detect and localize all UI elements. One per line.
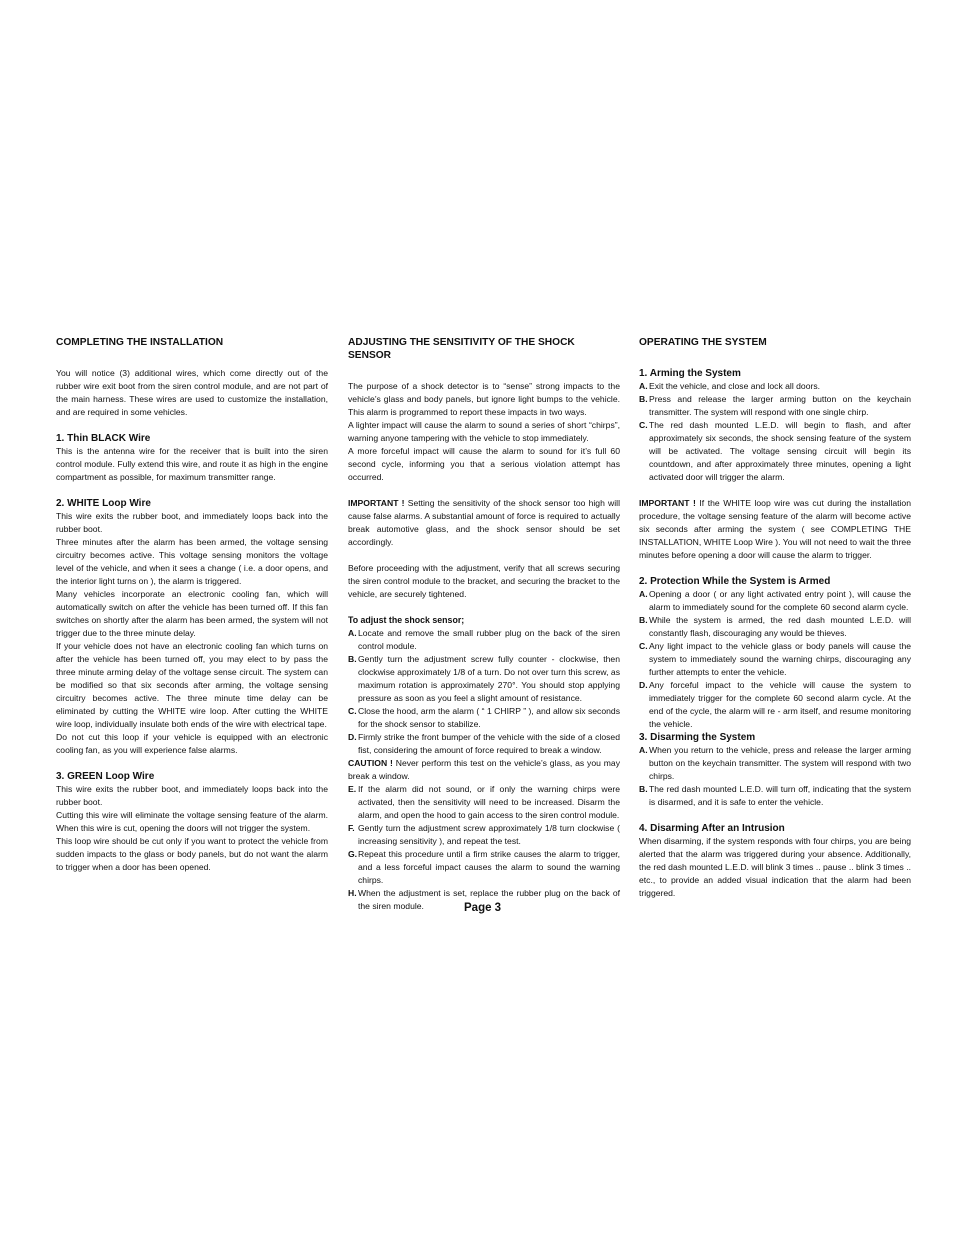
- paragraph: This is the antenna wire for the receiver that is built into the siren control module. Fully extend this wire, and route it as high in the engine compartment as possible, for maximum transmitter range.: [56, 446, 328, 482]
- list-item: C. Any light impact to the vehicle glass or body panels will cause the system to immediately sound the warning chirps, discouraging any further attempts to enter the vehicle.: [639, 641, 911, 677]
- important-label: IMPORTANT !: [639, 498, 696, 508]
- step-item: A. Locate and remove the small rubber plug on the back of the siren control module.: [348, 628, 620, 651]
- list-item: B. The red dash mounted L.E.D. will turn off, indicating that the system is disarmed, and it is safe to enter the vehicle.: [639, 784, 911, 807]
- subsection-title-protection: 2. Protection While the System is Armed: [639, 576, 831, 587]
- paragraph: A more forceful impact will cause the alarm to sound for it’s full 60 second cycle, informing you that a serious violation attempt has occurred.: [348, 446, 620, 482]
- subsection-title-intrusion: 4. Disarming After an Intrusion: [639, 823, 785, 834]
- paragraph: This wire exits the rubber boot, and immediately loops back into the rubber boot.: [56, 511, 328, 534]
- page-number: Page 3: [464, 902, 502, 914]
- paragraph: Before proceeding with the adjustment, verify that all screws securing the siren control module to the bracket, and securing the bracket to the vehicle, are securely tightened.: [348, 563, 620, 599]
- paragraph: This loop wire should be cut only if you want to protect the vehicle from sudden impacts to the glass or body panels, but do not want the alarm to trigger when a door has been opened.: [56, 836, 328, 872]
- step-item: D. Firmly strike the front bumper of the vehicle with the side of a closed fist, considering the amount of force required to break a window.: [348, 732, 620, 755]
- important-text: Setting the sensitivity of the shock sensor too high will cause false alarms. A substantial amount of force is required to actually break automotive glass, and the shock sensor should be set accordingly.: [348, 498, 620, 547]
- caution-label: CAUTION !: [348, 758, 393, 768]
- important-note: [348, 497, 620, 549]
- paragraph: When disarming, if the system responds with four chirps, you are being alerted that the alarm was triggered during your absence. Additionally, the red dash mounted L.E.D. will blink 3 times .. pause .. blink 3 times .. etc., to provide an added visual indication that the alarm had been triggered.: [639, 836, 911, 898]
- step-item: E. If the alarm did not sound, or if only the warning chirps were activated, then the sensitivity will need to be increased. Disarm the alarm, and open the hood to gain access to the siren control module.: [348, 784, 620, 820]
- paragraph: The purpose of a shock detector is to “sense” strong impacts to the vehicle’s glass and body panels, but ignore light bumps to the vehicle. This alarm is programmed to report these impacts in two ways.: [348, 381, 620, 417]
- paragraph: Cutting this wire will eliminate the voltage sensing feature of the alarm. When this wire is cut, opening the doors will not trigger the system.: [56, 810, 328, 833]
- intro-paragraph: You will notice (3) additional wires, which come directly out of the rubber wire exit boot from the siren control module, and are not part of the main harness. These wires are used to customize the installation, and are required in some vehicles.: [56, 368, 328, 417]
- list-item: D. Any forceful impact to the vehicle will cause the system to immediately trigger for the complete 60 second alarm cycle. At the end of the cycle, the alarm will re - arm itself, and resume monitoring the vehicle.: [639, 680, 911, 729]
- important-note: [639, 497, 911, 562]
- important-label: IMPORTANT !: [348, 498, 405, 508]
- step-item: G. Repeat this procedure until a firm strike causes the alarm to trigger, and a less forceful impact causes the alarm to sound the warning chirps.: [348, 849, 620, 885]
- important-text: If the WHITE loop wire was cut during the installation procedure, the voltage sensing feature of the alarm will become active six seconds after arming the system ( see COMPLETING THE INSTALLATION, WHITE Loop Wire ). You will not need to wait the three minutes before opening a door will cause the alarm to trigger.: [639, 498, 911, 560]
- list-item: A. When you return to the vehicle, press and release the larger arming button on the keychain transmitter. The system will respond with two chirps.: [639, 745, 911, 781]
- column-completing-installation: [56, 336, 328, 874]
- subsection-title-white-wire: 2. WHITE Loop Wire: [56, 498, 151, 509]
- paragraph: This wire exits the rubber boot, and immediately loops back into the rubber boot.: [56, 784, 328, 807]
- subsection-title-disarming: 3. Disarming the System: [639, 732, 756, 743]
- subsection-title-arming: 1. Arming the System: [639, 368, 741, 379]
- steps-title: To adjust the shock sensor;: [348, 615, 465, 625]
- subsection-title-green-wire: 3. GREEN Loop Wire: [56, 771, 155, 782]
- caution-text: Never perform this test on the vehicle’s glass, as you may break a window.: [348, 758, 620, 781]
- step-item: H. When the adjustment is set, replace the rubber plug on the back of the siren module.: [348, 888, 620, 911]
- subsection-title-black-wire: 1. Thin BLACK Wire: [56, 433, 151, 444]
- paragraph: Do not cut this loop if your vehicle is equipped with an electronic cooling fan, as you will experience false alarms.: [56, 732, 328, 755]
- paragraph: Many vehicles incorporate an electronic cooling fan, which will automatically switch on after the vehicle has been turned off. If this fan switches on shortly after the alarm has been armed, the system will not trigger due to the three minute delay.: [56, 589, 328, 638]
- caution-note: [348, 757, 620, 783]
- list-item: B. Press and release the larger arming button on the keychain transmitter. The system will respond with one single chirp.: [639, 394, 911, 417]
- step-item: C. Close the hood, arm the alarm ( “ 1 CHIRP ” ), and allow six seconds for the shock sensor to stabilize.: [348, 706, 620, 729]
- list-item: C. The red dash mounted L.E.D. will begin to flash, and after approximately six seconds, the shock sensing feature of the system will be activated. The voltage sensing circuit will begin its countdown, and after approximately three minutes, opening a light activated door will trigger the alarm.: [639, 420, 911, 482]
- list-item: A. Opening a door ( or any light activated entry point ), will cause the alarm to immediately sound for the complete 60 second alarm cycle.: [639, 589, 911, 612]
- section-title: ADJUSTING THE SENSITIVITY OF THE SHOCK SENSOR: [348, 337, 575, 361]
- paragraph: If your vehicle does not have an electronic cooling fan which turns on after the vehicle has been turned off, you may elect to by pass the three minute arming delay of the voltage sense circuit. The system can be modified so that six seconds after arming, the voltage sensing circuitry becomes active. The three minute time delay can be eliminated by cutting the WHITE wire loop. After cutting the WHITE wire loop, individually insulate both ends of the wire with electrical tape.: [56, 641, 328, 729]
- list-item: B. While the system is armed, the red dash mounted L.E.D. will constantly flash, discouraging any would be thieves.: [639, 615, 911, 638]
- step-item: B. Gently turn the adjustment screw fully counter - clockwise, then clockwise approximately 1/8 of a turn. Do not over turn this screw, as maximum rotation is approximately 270°. You should stop applying pressure as soon as you feel a slight amount of resistance.: [348, 654, 620, 703]
- column-shock-sensor: [348, 336, 620, 913]
- paragraph: Three minutes after the alarm has been armed, the voltage sensing circuitry becomes active. This voltage sensing monitors the voltage level of the vehicle, and when it sees a change ( i.e. a door opens, and the interior light turns on ), the alarm is triggered.: [56, 537, 328, 586]
- paragraph: A lighter impact will cause the alarm to sound a series of short “chirps”, warning anyone tampering with the vehicle to stop immediately.: [348, 420, 620, 443]
- section-title: COMPLETING THE INSTALLATION: [56, 337, 224, 348]
- list-item: A. Exit the vehicle, and close and lock all doors.: [639, 381, 821, 391]
- section-title: OPERATING THE SYSTEM: [639, 337, 767, 348]
- step-item: F. Gently turn the adjustment screw approximately 1/8 turn clockwise ( increasing sensitivity ), and repeat the test.: [348, 823, 620, 846]
- column-operating-system: [639, 336, 911, 900]
